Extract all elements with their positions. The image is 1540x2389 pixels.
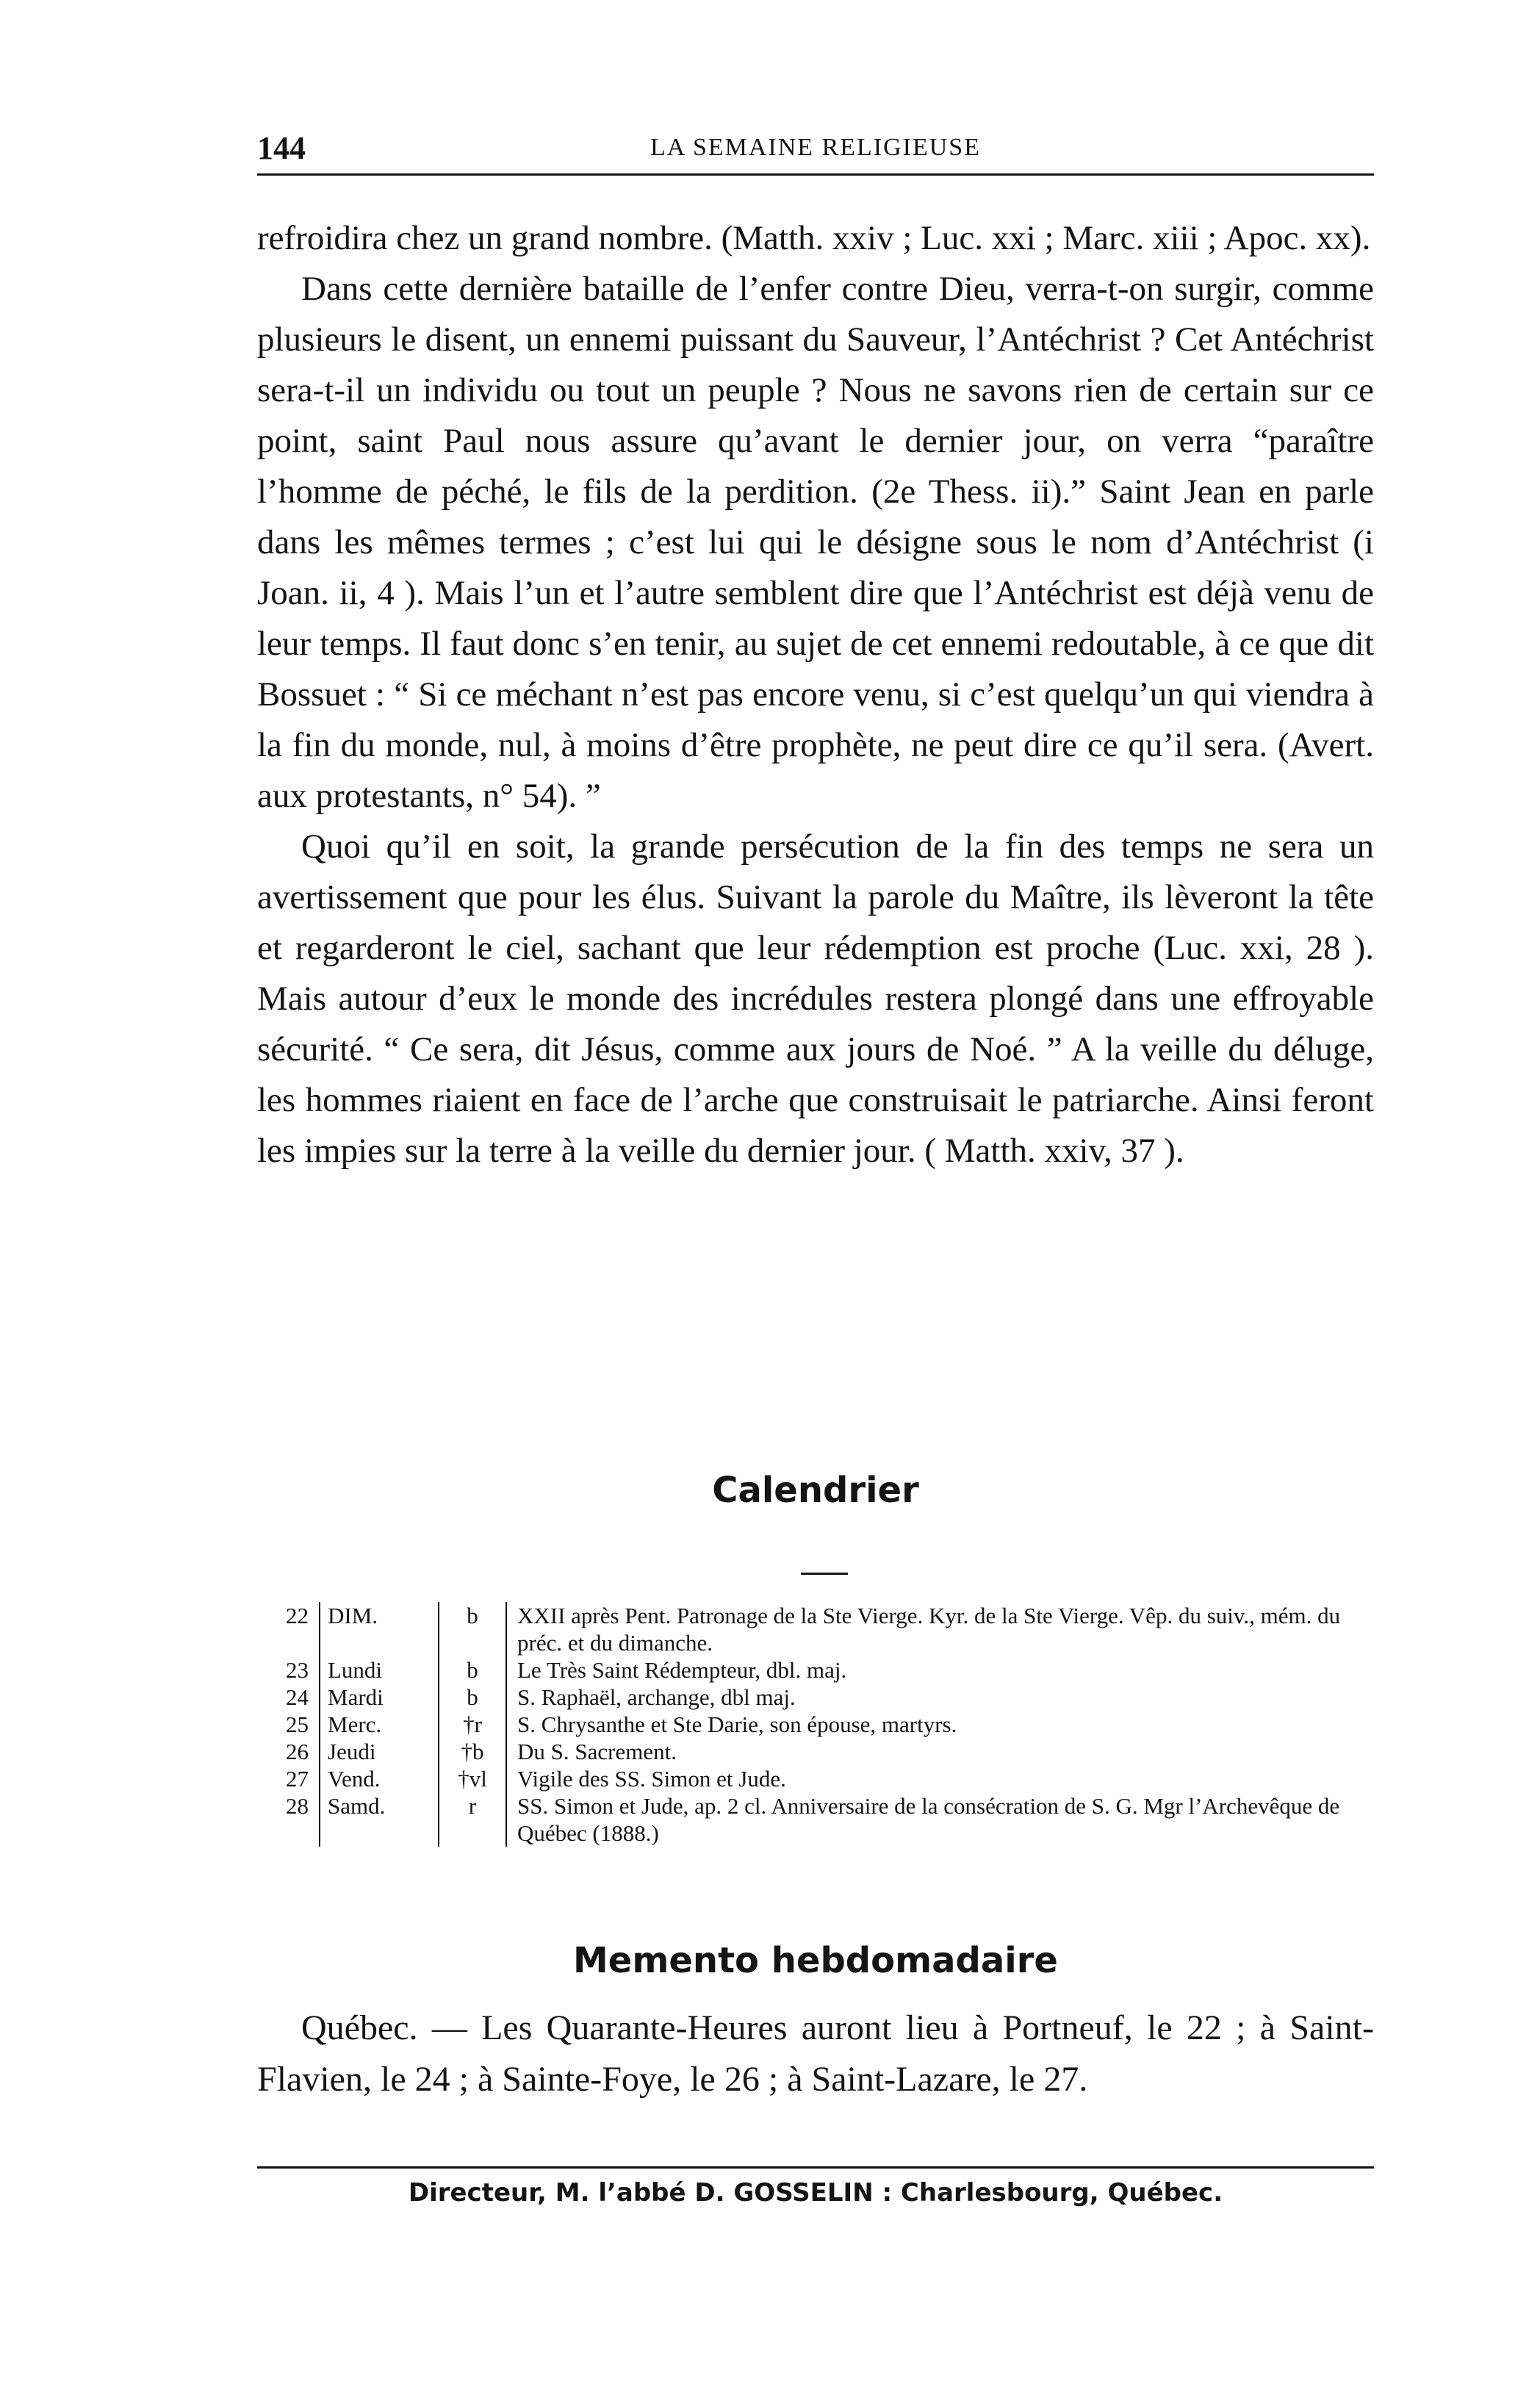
memento-text: Québec. — Les Quarante-Heures auront lieu à Portneuf, le 22 ; à Saint-Flavien, le 24 ; à Sainte-Foye, le 26 ; à Saint-Lazare, le 27. <box>257 2008 1374 2099</box>
footer-credit: Directeur, M. l’abbé D. GOSSELIN : Charlesbourg, Québec. <box>408 2178 1223 2207</box>
calendar-day: 25 <box>257 1711 320 1738</box>
calendar-desc: Du S. Sacrement. <box>517 1739 677 1764</box>
article-body <box>257 213 1374 1176</box>
calendar-day: 26 <box>257 1738 320 1765</box>
calendar-desc: SS. Simon et Jude, ap. 2 cl. Anniversaire de la consécration de S. G. Mgr l’Archevêque de Québec (1888.) <box>517 1793 1340 1846</box>
calendar-day: 23 <box>257 1656 320 1684</box>
footer-divider <box>257 2166 1374 2169</box>
paragraph: Quoi qu’il en soit, la grande persécution de la fin des temps ne sera un avertissement que pour les élus. Suivant la parole du Maître, ils lèveront la tête et regarderont le ciel, sachant que leur rédemption est proche (Luc. xxi, 28 ). Mais autour d’eux le monde des incrédules restera plongé dans une effroyable sécurité. “ Ce sera, dit Jésus, comme aux jours de Noé. ” A la veille du déluge, les hommes riaient en face de l’arche que construisait le patriarche. Ainsi feront les impies sur la terre à la veille du dernier jour. ( Matth. xxiv, 37 ). <box>257 827 1374 1170</box>
calendar-weekday: Lundi <box>320 1656 439 1684</box>
calendar-color: †r <box>439 1711 506 1738</box>
calendar-title: Calendrier <box>712 1470 919 1511</box>
calendar-desc: XXII après Pent. Patronage de la Ste Vierge. Kyr. de la Ste Vierge. Vêp. du suiv., mém. du préc. et du dimanche. <box>517 1603 1341 1656</box>
table-row <box>257 1738 1374 1765</box>
page-number: 144 <box>257 130 306 166</box>
calendar-color: †vl <box>439 1765 506 1792</box>
calendar-color: b <box>439 1602 506 1656</box>
paragraph: refroidira chez un grand nombre. (Matth. xxiv ; Luc. xxi ; Marc. xiii ; Apoc. xx). <box>257 219 1371 257</box>
calendar-weekday: Mardi <box>320 1684 439 1711</box>
table-row <box>257 1602 1374 1656</box>
calendar-table <box>257 1602 1374 1847</box>
calendar-color: †b <box>439 1738 506 1765</box>
calendar-weekday: Samd. <box>320 1792 439 1847</box>
calendar-weekday: DIM. <box>320 1602 439 1656</box>
calendar-desc: Vigile des SS. Simon et Jude. <box>517 1766 786 1792</box>
table-row <box>257 1656 1374 1684</box>
table-row <box>257 1711 1374 1738</box>
running-title: LA SEMAINE RELIGIEUSE <box>650 134 981 161</box>
calendar-day: 27 <box>257 1765 320 1792</box>
memento-section <box>257 2002 1374 2105</box>
memento-title: Memento hebdomadaire <box>573 1940 1058 1981</box>
divider <box>801 1573 848 1575</box>
calendar-day: 28 <box>257 1792 320 1847</box>
calendar-day: 22 <box>257 1602 320 1656</box>
calendar-weekday: Jeudi <box>320 1738 439 1765</box>
calendar-desc: Le Très Saint Rédempteur, dbl. maj. <box>517 1657 847 1683</box>
table-row <box>257 1765 1374 1792</box>
table-row <box>257 1684 1374 1711</box>
calendar-color: b <box>439 1656 506 1684</box>
table-row <box>257 1792 1374 1847</box>
calendar-desc: S. Raphaël, archange, dbl maj. <box>517 1684 796 1710</box>
page-header <box>257 129 1374 176</box>
calendar-color: b <box>439 1684 506 1711</box>
calendar-color: r <box>439 1792 506 1847</box>
paragraph: Dans cette dernière bataille de l’enfer contre Dieu, verra-t-on surgir, comme plusieurs le disent, un ennemi puissant du Sauveur, l’Antéchrist ? Cet Antéchrist sera-t-il un individu ou tout un peuple ? Nous ne savons rien de certain sur ce point, saint Paul nous assure qu’avant le dernier jour, on verra “paraître l’homme de péché, le fils de la perdition. (2e Thess. ii).” Saint Jean en parle dans les mêmes termes ; c’est lui qui le désigne sous le nom d’Antéchrist (i Joan. ii, 4 ). Mais l’un et l’autre semblent dire que l’Antéchrist est déjà venu de leur temps. Il faut donc s’en tenir, au sujet de cet ennemi redoutable, à ce que dit Bossuet : “ Si ce méchant n’est pas encore venu, si c’est quelqu’un qui viendra à la fin du monde, nul, à moins d’être prophète, ne peut dire ce qu’il sera. (Avert. aux protestants, n° 54). ” <box>257 270 1374 815</box>
calendar-day: 24 <box>257 1684 320 1711</box>
calendar-weekday: Vend. <box>320 1765 439 1792</box>
calendar-desc: S. Chrysanthe et Ste Darie, son épouse, martyrs. <box>517 1711 957 1737</box>
calendar-weekday: Merc. <box>320 1711 439 1738</box>
